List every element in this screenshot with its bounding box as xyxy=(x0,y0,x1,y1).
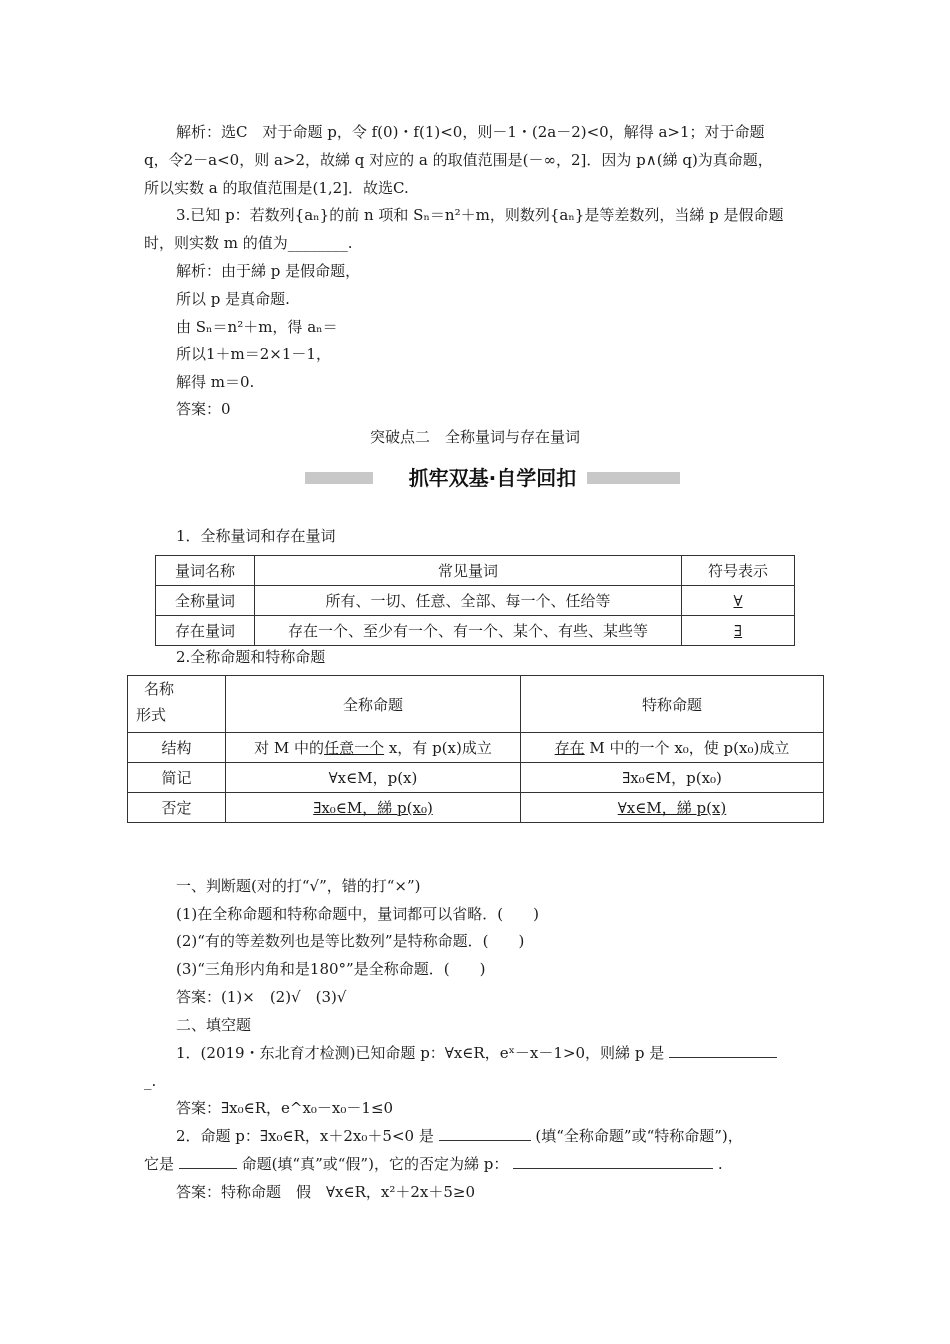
table-cell: 否定 xyxy=(128,793,226,823)
fill-answer-1: 答案：∃x₀∈R，e^x₀－x₀－1≤0 xyxy=(176,1099,394,1117)
cell-text: 对 M 中的 xyxy=(254,739,325,757)
fill-item-1-text: 1．(2019・东北育才检测)已知命题 p：∀x∈R，eˣ－x－1>0，则綈 p 是 xyxy=(176,1044,665,1062)
table-header: 量词名称 xyxy=(156,556,255,586)
section-banner xyxy=(305,466,680,490)
corner-top-label: 名称 xyxy=(144,680,175,698)
corner-bottom-label: 形式 xyxy=(136,706,167,724)
table-cell xyxy=(521,793,824,823)
table-cell: ∃ xyxy=(682,616,795,646)
fill-blank xyxy=(513,1154,713,1169)
table-header: 全称命题 xyxy=(226,676,521,733)
analysis-line-1: 解析：选C 对于命题 p，令 f(0)・f(1)<0，则－1・(2a－2)<0，解得 a>1；对于命题 xyxy=(176,123,765,141)
table-cell xyxy=(521,733,824,763)
solution-line-4: 所以1＋m＝2×1－1， xyxy=(176,345,331,363)
judge-item-3: (3)“三角形内角和是180°”是全称命题．( ) xyxy=(176,960,486,978)
fill-answer-2: 答案：特称命题 假 ∀x∈R，x²＋2x＋5≥0 xyxy=(176,1183,476,1201)
cell-underlined-text: 存在 xyxy=(554,739,585,757)
judge-item-2: (2)“有的等差数列也是等比数列”是特称命题．( ) xyxy=(176,932,525,950)
table-row xyxy=(156,616,795,646)
table-cell: 结构 xyxy=(128,733,226,763)
banner-text: 抓牢双基·自学回扣 xyxy=(408,466,577,490)
cell-text: M 中的一个 x₀，使 p(x₀)成立 xyxy=(584,739,790,757)
table-row xyxy=(128,763,824,793)
solution-line-2: 所以 p 是真命题. xyxy=(176,290,290,308)
table-header: 常见量词 xyxy=(255,556,682,586)
table-cell: 存在量词 xyxy=(156,616,255,646)
table-cell: 全称量词 xyxy=(156,586,255,616)
judge-item-1: (1)在全称命题和特称命题中，量词都可以省略．( ) xyxy=(176,905,539,923)
table-row xyxy=(156,556,795,586)
solution-line-3: 由 Sₙ＝n²＋m，得 aₙ＝ xyxy=(176,318,338,336)
cell-underlined-text: ∀x∈M，綈 p(x) xyxy=(617,799,727,817)
proposition-table xyxy=(127,675,824,823)
cell-underlined-text: 任意一个 xyxy=(324,739,385,757)
analysis-line-3: 所以实数 a 的取值范围是(1,2]．故选C. xyxy=(144,179,409,197)
fill-blank xyxy=(669,1043,777,1058)
cell-underlined-text: ∃x₀∈M，綈 p(x₀) xyxy=(313,799,433,817)
table-row xyxy=(128,733,824,763)
table-row xyxy=(128,793,824,823)
table-cell: 所有、一切、任意、全部、每一个、任给等 xyxy=(255,586,682,616)
judge-answer: 答案：(1)× (2)√ (3)√ xyxy=(176,988,347,1006)
analysis-line-2: q，令2－a<0，则 a>2，故綈 q 对应的 a 的取值范围是(－∞，2]．因为 p∧(綈 q)为真命题， xyxy=(144,151,773,169)
fill-item-2-line-1 xyxy=(176,1125,743,1147)
table-cell: 存在一个、至少有一个、有一个、某个、有些、某些等 xyxy=(255,616,682,646)
fill-item-1 xyxy=(176,1042,777,1064)
table-row xyxy=(128,676,824,733)
table-cell: 简记 xyxy=(128,763,226,793)
table-cell: ∀ xyxy=(682,586,795,616)
table-row xyxy=(156,586,795,616)
table-cell: ∀x∈M，p(x) xyxy=(226,763,521,793)
table-header: 符号表示 xyxy=(682,556,795,586)
fill-item-2-text: 它是 xyxy=(144,1155,175,1173)
table-header: 特称命题 xyxy=(521,676,824,733)
fill-item-2-text: (填“全称命题”或“特称命题”)， xyxy=(535,1127,743,1145)
answer-line: 答案：0 xyxy=(176,400,231,418)
table-cell xyxy=(226,793,521,823)
exercise-heading-2: 二、填空题 xyxy=(176,1016,252,1034)
table2-caption: 2.全称命题和特称命题 xyxy=(176,648,326,666)
section-title: 突破点二 全称量词与存在量词 xyxy=(369,428,580,446)
solution-line-5: 解得 m＝0. xyxy=(176,373,255,391)
table-corner-cell xyxy=(128,676,226,733)
fill-item-1-tail: _. xyxy=(144,1072,157,1090)
table1-caption: 1．全称量词和存在量词 xyxy=(176,527,336,545)
banner-right-bar xyxy=(587,472,680,484)
quantifier-table xyxy=(155,555,795,646)
table-cell xyxy=(226,733,521,763)
table-cell: ∃x₀∈M，p(x₀) xyxy=(521,763,824,793)
fill-item-2-text: 2．命题 p：∃x₀∈R，x＋2x₀＋5<0 是 xyxy=(176,1127,434,1145)
fill-blank xyxy=(439,1126,531,1141)
cell-text: x，有 p(x)成立 xyxy=(384,739,492,757)
solution-line-1: 解析：由于綈 p 是假命题， xyxy=(176,262,361,280)
fill-item-2-text: . xyxy=(717,1155,723,1173)
fill-item-2-line-2 xyxy=(144,1153,723,1175)
fill-blank xyxy=(179,1154,237,1169)
question-3-line-2: 时，则实数 m 的值为________. xyxy=(144,234,353,252)
banner-left-bar xyxy=(305,472,373,484)
question-3-line-1: 3.已知 p：若数列{aₙ}的前 n 项和 Sₙ＝n²＋m，则数列{aₙ}是等差数列，当綈 p 是假命题 xyxy=(176,206,784,224)
exercise-heading-1: 一、判断题(对的打“√”，错的打“×”) xyxy=(176,877,421,895)
fill-item-2-text: 命题(填“真”或“假”)，它的否定为綈 p： xyxy=(241,1155,509,1173)
